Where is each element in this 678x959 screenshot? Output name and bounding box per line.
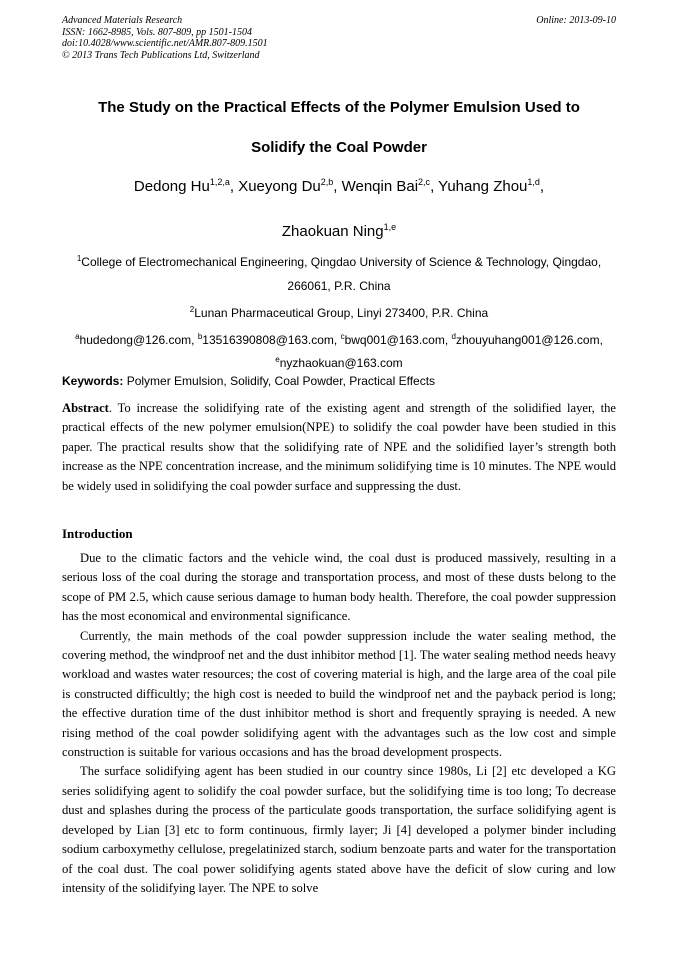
title-line-2: Solidify the Coal Powder	[251, 139, 427, 156]
affiliation-1-line-2: 266061, P.R. China	[287, 279, 391, 293]
email-link[interactable]: hudedong@126.com,	[79, 333, 195, 347]
doi-line: doi:10.4028/www.scientific.net/AMR.807-809.1501	[62, 38, 268, 49]
author-name: Zhaokuan Ning	[281, 223, 384, 240]
email-line-2: $^e$nyzhaokuan@163.com	[275, 355, 403, 370]
paragraph: The surface solidifying agent has been studied in our country since 1980s, Li [2] etc developed a KG series solidifying agent to solidify the coal powder surface, but the solidifying time is too long; To decrease dust and splashes during the process of the particulate goods transportation, the surface solidifying agent is developed by Lian [3] etc to form continuous, firmly layer; Ji [4] developed a polymer binder including sodium carboxymethy cellulose, pregelatinized starch, sodium benzoate parts and water for the transportation of the coal dust. The coal power solidifying agents stated above have the deficit of slow curing and low intensity of the solidifying layer. The NPE to solve	[62, 764, 616, 895]
affiliation-2: $^2$Lunan Pharmaceutical Group, Linyi 273400, P.R. China	[189, 305, 489, 320]
keywords-label: Keywords:	[62, 374, 124, 388]
introduction-body	[62, 549, 616, 898]
journal-name: Advanced Materials Research	[62, 15, 183, 26]
authors-line-2	[62, 207, 616, 252]
paragraph: Currently, the main methods of the coal powder suppression include the water sealing method, the covering method, the windproof net and the dust inhibitor method [1]. The water sealing method needs heavy workload and wastes water resources; the cost of covering material is high, and the large area of the coal pile is constructed difficultly; the high cost is needed to build the windproof net and the payback period is long; the effective duration time of the dust inhibitor method is short and frequently spraying is needed. A new rising method of the coal powder solidifying agent with the advantages such as the low cost and simple construction is suitable for various occasions and has the broad development prospects.	[62, 628, 616, 760]
abstract-label: Abstract	[62, 401, 109, 415]
abstract	[62, 399, 616, 496]
author-name: Xueyong Du	[238, 178, 321, 195]
author-list	[62, 162, 616, 252]
author-affil-sup: 2,c	[418, 177, 431, 187]
running-header	[62, 15, 616, 61]
affiliations	[62, 247, 616, 371]
email-link[interactable]: zhouyuhang001@126.com,	[455, 333, 603, 347]
email-link[interactable]: bwq001@163.com,	[344, 333, 449, 347]
abstract-text: . To increase the solidifying rate of the existing agent and strength of the solidified layer, the practical effects of the new polymer emulsion(NPE) to solidify the coal powder have been studied in this paper. The practical results show that the solidifying rate of NPE and the solidified layer’s strength both increase as the NPE concentration increase, and the minimum solidifying time is 10 minutes. The NPE would be widely used in solidifying the coal powder surface and suppressing the dust.	[62, 401, 616, 493]
section-heading-introduction: Introduction	[62, 526, 133, 541]
paper-title	[62, 88, 616, 168]
email-line-1: $^a$hudedong@126.com, $^b$13516390808@163.com, $^c$bwq001@163.com, $^d$zhouyuhang001@126.com,	[75, 332, 603, 347]
affiliation-1-line-1: $^1$College of Electromechanical Engineering, Qingdao University of Science & Technology, Qingdao,	[76, 254, 602, 269]
title-line-1: The Study on the Practical Effects of the Polymer Emulsion Used to	[98, 99, 580, 116]
author-affil-sup: 1,2,a	[209, 177, 230, 187]
copyright-line: © 2013 Trans Tech Publications Ltd, Switzerland	[62, 49, 260, 61]
online-date: Online: 2013-09-10	[536, 15, 616, 26]
author-name: Wenqin Bai	[341, 178, 419, 195]
email-link[interactable]: nyzhaokuan@163.com	[279, 356, 403, 370]
keywords	[62, 373, 616, 389]
author-name: Dedong Hu	[133, 178, 210, 195]
author-affil-sup: 1,e	[383, 222, 397, 232]
author-affil-sup: 2,b	[320, 177, 334, 187]
authors-line-1: Dedong Hu$^{1,2,a}$, Xueyong Du$^{2,b}$, Wenqin Bai$^{2,c}$, Yuhang Zhou$^{1,d}$,	[133, 177, 545, 195]
author-affil-sup: 1,d	[527, 177, 540, 187]
paragraph: Due to the climatic factors and the vehicle wind, the coal dust is produced massively, resulting in a serious loss of the coal during the storage and transportation process, and most of these dusts belong to the scope of PM 2.5, which cause serious damage to human body health. Therefore, the coal powder suppression has the most economical and environmental significance.	[62, 551, 616, 624]
author-name: Yuhang Zhou	[438, 178, 528, 195]
email-link[interactable]: 13516390808@163.com,	[202, 333, 338, 347]
keywords-text: Polymer Emulsion, Solidify, Coal Powder, Practical Effects	[126, 374, 436, 388]
issn-line: ISSN: 1662-8985, Vols. 807-809, pp 1501-1504	[62, 26, 252, 38]
